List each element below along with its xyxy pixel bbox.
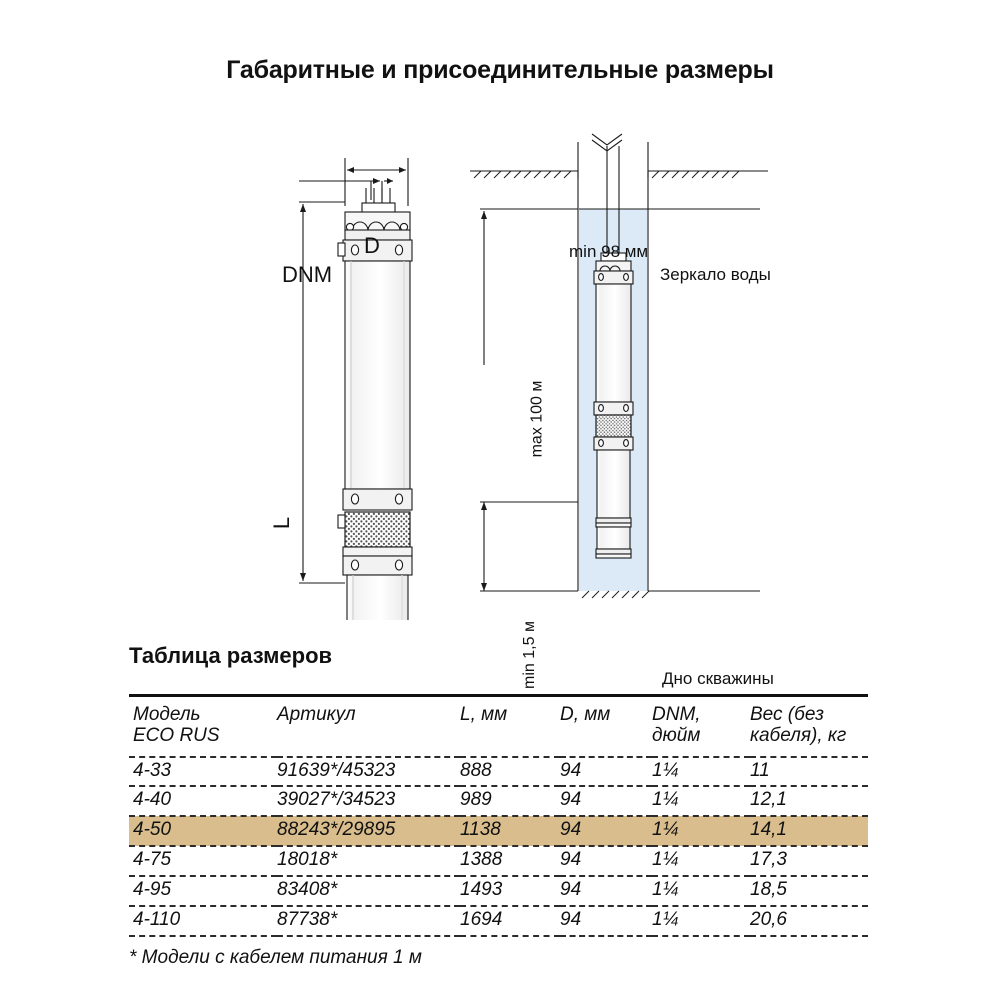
cell-model: 4-95 (129, 876, 277, 906)
label-min-clearance: min 1,5 м (520, 621, 538, 689)
cell-length: 1694 (460, 906, 560, 936)
cell-dnm: 1¼ (652, 846, 750, 876)
cell-dnm: 1¼ (652, 816, 750, 846)
label-max-depth: max 100 м (528, 380, 546, 458)
column-header-article-line1: Артикул (277, 704, 356, 725)
table-row (129, 876, 868, 906)
cell-length: 1493 (460, 876, 560, 906)
table-footnote: * Модели с кабелем питания 1 м (129, 947, 422, 968)
cell-article: 88243*/29895 (277, 816, 460, 846)
table-row (129, 786, 868, 816)
label-l: L (269, 516, 295, 530)
cell-length: 1138 (460, 816, 560, 846)
label-water-table: Зеркало воды (660, 265, 771, 284)
label-bore-diameter: min 98 мм (569, 242, 649, 261)
label-dnm: DNM (282, 262, 333, 287)
cell-length: 1388 (460, 846, 560, 876)
cell-article: 83408* (277, 876, 460, 906)
cell-model: 4-33 (129, 757, 277, 787)
column-header-model-line2: ECO RUS (133, 725, 220, 747)
cell-length: 888 (460, 757, 560, 787)
cell-dnm: 1¼ (652, 757, 750, 787)
column-header-diameter (560, 696, 652, 757)
cell-dnm: 1¼ (652, 876, 750, 906)
cell-model: 4-40 (129, 786, 277, 816)
column-header-length-line1: L, мм (460, 704, 508, 725)
cell-weight: 20,6 (750, 906, 868, 936)
cell-diameter: 94 (560, 906, 652, 936)
cell-diameter: 94 (560, 846, 652, 876)
cell-model: 4-50 (129, 816, 277, 846)
column-header-weight-line2: кабеля), кг (750, 725, 847, 747)
cell-dnm: 1¼ (652, 906, 750, 936)
column-header-dnm (652, 696, 750, 757)
cell-diameter: 94 (560, 876, 652, 906)
cell-length: 989 (460, 786, 560, 816)
table-title: Таблица размеров (129, 643, 333, 668)
cell-weight: 18,5 (750, 876, 868, 906)
cell-model: 4-75 (129, 846, 277, 876)
cell-weight: 11 (750, 757, 868, 787)
table-row (129, 816, 868, 846)
column-header-dnm-line1: DNM, (652, 704, 701, 725)
cell-diameter: 94 (560, 757, 652, 787)
cell-diameter: 94 (560, 816, 652, 846)
table-head (129, 696, 868, 757)
column-header-weight (750, 696, 868, 757)
cell-article: 87738* (277, 906, 460, 936)
table-header-row (129, 696, 868, 757)
dimensions-table-wrap (129, 694, 868, 937)
label-well-bottom: Дно скважины (662, 669, 774, 688)
column-header-weight-line1: Вес (без (750, 704, 825, 725)
table-row (129, 757, 868, 787)
label-d: D (364, 233, 380, 258)
table-row (129, 906, 868, 936)
column-header-article (277, 696, 460, 757)
cell-model: 4-110 (129, 906, 277, 936)
column-header-dnm-line2: дюйм (652, 725, 701, 747)
cell-article: 91639*/45323 (277, 757, 460, 787)
cell-article: 18018* (277, 846, 460, 876)
cell-weight: 12,1 (750, 786, 868, 816)
table-row (129, 846, 868, 876)
table-body (129, 757, 868, 936)
column-header-model-line1: Модель (133, 704, 201, 725)
cell-weight: 17,3 (750, 846, 868, 876)
cell-dnm: 1¼ (652, 786, 750, 816)
page-title: Габаритные и присоединительные размеры (226, 56, 774, 84)
column-header-diameter-line1: D, мм (560, 704, 611, 725)
cell-article: 39027*/34523 (277, 786, 460, 816)
column-header-length (460, 696, 560, 757)
technical-drawing-svg (0, 110, 1000, 620)
cell-weight: 14,1 (750, 816, 868, 846)
cell-diameter: 94 (560, 786, 652, 816)
dimensions-table (129, 694, 868, 937)
column-header-model (129, 696, 277, 757)
